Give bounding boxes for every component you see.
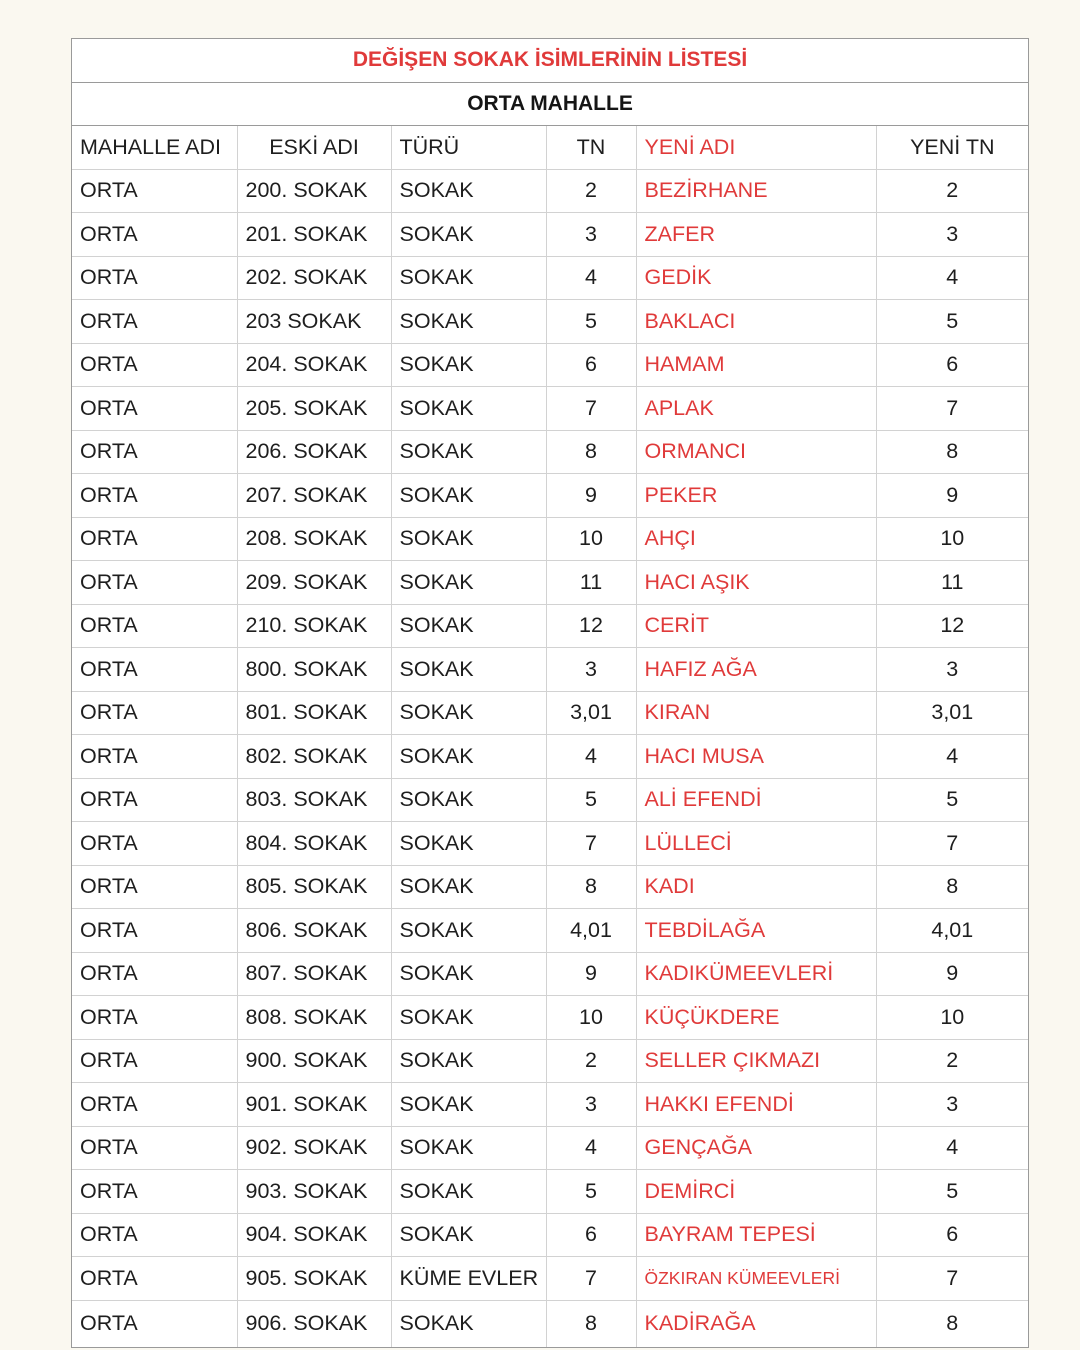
cell-mahalle: ORTA — [72, 561, 237, 605]
cell-turu: SOKAK — [391, 213, 546, 257]
cell-mahalle: ORTA — [72, 474, 237, 518]
cell-yeni-adi: AHÇI — [636, 517, 876, 561]
cell-eski-adi: 806. SOKAK — [237, 909, 391, 953]
cell-yeni-tn: 10 — [876, 996, 1028, 1040]
table-row — [72, 865, 1028, 909]
table-row — [72, 300, 1028, 344]
cell-eski-adi: 802. SOKAK — [237, 735, 391, 779]
cell-tn: 7 — [546, 387, 636, 431]
cell-turu: SOKAK — [391, 1300, 546, 1347]
cell-turu: SOKAK — [391, 604, 546, 648]
cell-yeni-adi: KADİRAĞA — [636, 1300, 876, 1347]
table-row — [72, 1300, 1028, 1347]
cell-mahalle: ORTA — [72, 691, 237, 735]
cell-yeni-tn: 5 — [876, 1170, 1028, 1214]
page-title: DEĞİŞEN SOKAK İSİMLERİNİN LİSTESİ — [72, 39, 1028, 82]
cell-tn: 4,01 — [546, 909, 636, 953]
cell-eski-adi: 208. SOKAK — [237, 517, 391, 561]
cell-yeni-adi: KADI — [636, 865, 876, 909]
cell-eski-adi: 209. SOKAK — [237, 561, 391, 605]
cell-tn: 7 — [546, 822, 636, 866]
cell-yeni-tn: 4 — [876, 256, 1028, 300]
cell-turu: SOKAK — [391, 648, 546, 692]
cell-eski-adi: 210. SOKAK — [237, 604, 391, 648]
cell-turu: SOKAK — [391, 735, 546, 779]
cell-eski-adi: 207. SOKAK — [237, 474, 391, 518]
cell-yeni-tn: 3,01 — [876, 691, 1028, 735]
cell-eski-adi: 904. SOKAK — [237, 1213, 391, 1257]
table-row — [72, 996, 1028, 1040]
table-row — [72, 604, 1028, 648]
cell-eski-adi: 903. SOKAK — [237, 1170, 391, 1214]
cell-turu: SOKAK — [391, 1083, 546, 1127]
cell-mahalle: ORTA — [72, 256, 237, 300]
cell-yeni-tn: 8 — [876, 865, 1028, 909]
cell-yeni-tn: 2 — [876, 1039, 1028, 1083]
cell-mahalle: ORTA — [72, 778, 237, 822]
cell-yeni-tn: 4,01 — [876, 909, 1028, 953]
cell-turu: SOKAK — [391, 430, 546, 474]
cell-turu: SOKAK — [391, 1213, 546, 1257]
column-header-tn: TN — [546, 126, 636, 170]
column-header-eski-adi: ESKİ ADI — [237, 126, 391, 170]
cell-turu: KÜME EVLER — [391, 1257, 546, 1301]
cell-turu: SOKAK — [391, 169, 546, 213]
cell-turu: SOKAK — [391, 865, 546, 909]
cell-yeni-adi: KADIKÜMEEVLERİ — [636, 952, 876, 996]
street-rename-sheet — [71, 38, 1029, 1348]
cell-turu: SOKAK — [391, 300, 546, 344]
cell-yeni-tn: 8 — [876, 430, 1028, 474]
table-row — [72, 474, 1028, 518]
cell-mahalle: ORTA — [72, 1039, 237, 1083]
neighborhood-title: ORTA MAHALLE — [72, 82, 1028, 126]
cell-eski-adi: 902. SOKAK — [237, 1126, 391, 1170]
cell-eski-adi: 204. SOKAK — [237, 343, 391, 387]
cell-tn: 4 — [546, 1126, 636, 1170]
table-row — [72, 778, 1028, 822]
cell-turu: SOKAK — [391, 691, 546, 735]
cell-tn: 3,01 — [546, 691, 636, 735]
table-row — [72, 691, 1028, 735]
cell-yeni-adi: ALİ EFENDİ — [636, 778, 876, 822]
cell-tn: 3 — [546, 648, 636, 692]
cell-yeni-tn: 7 — [876, 1257, 1028, 1301]
cell-mahalle: ORTA — [72, 300, 237, 344]
column-header-mahalle: MAHALLE ADI — [72, 126, 237, 170]
cell-eski-adi: 206. SOKAK — [237, 430, 391, 474]
cell-yeni-adi: HAMAM — [636, 343, 876, 387]
subtitle-row — [72, 82, 1028, 126]
cell-eski-adi: 808. SOKAK — [237, 996, 391, 1040]
cell-yeni-adi: HAFIZ AĞA — [636, 648, 876, 692]
cell-tn: 5 — [546, 300, 636, 344]
table-row — [72, 822, 1028, 866]
table-row — [72, 1083, 1028, 1127]
cell-mahalle: ORTA — [72, 952, 237, 996]
table-row — [72, 343, 1028, 387]
cell-turu: SOKAK — [391, 822, 546, 866]
cell-eski-adi: 201. SOKAK — [237, 213, 391, 257]
cell-tn: 4 — [546, 256, 636, 300]
cell-yeni-tn: 5 — [876, 778, 1028, 822]
cell-tn: 5 — [546, 778, 636, 822]
cell-yeni-tn: 9 — [876, 952, 1028, 996]
cell-turu: SOKAK — [391, 387, 546, 431]
cell-turu: SOKAK — [391, 1170, 546, 1214]
table-row — [72, 1039, 1028, 1083]
cell-turu: SOKAK — [391, 561, 546, 605]
cell-eski-adi: 900. SOKAK — [237, 1039, 391, 1083]
cell-tn: 2 — [546, 169, 636, 213]
cell-tn: 3 — [546, 213, 636, 257]
cell-yeni-adi: CERİT — [636, 604, 876, 648]
cell-eski-adi: 205. SOKAK — [237, 387, 391, 431]
cell-tn: 8 — [546, 865, 636, 909]
cell-eski-adi: 805. SOKAK — [237, 865, 391, 909]
cell-eski-adi: 200. SOKAK — [237, 169, 391, 213]
cell-yeni-adi: SELLER ÇIKMAZI — [636, 1039, 876, 1083]
title-row — [72, 39, 1028, 82]
cell-eski-adi: 905. SOKAK — [237, 1257, 391, 1301]
cell-tn: 10 — [546, 517, 636, 561]
cell-yeni-tn: 12 — [876, 604, 1028, 648]
cell-yeni-tn: 9 — [876, 474, 1028, 518]
cell-yeni-tn: 4 — [876, 1126, 1028, 1170]
cell-tn: 11 — [546, 561, 636, 605]
column-header-turu: TÜRÜ — [391, 126, 546, 170]
table-body — [72, 39, 1028, 1347]
cell-mahalle: ORTA — [72, 1083, 237, 1127]
table-row — [72, 952, 1028, 996]
cell-yeni-tn: 11 — [876, 561, 1028, 605]
cell-turu: SOKAK — [391, 1039, 546, 1083]
cell-yeni-adi: PEKER — [636, 474, 876, 518]
cell-eski-adi: 906. SOKAK — [237, 1300, 391, 1347]
cell-mahalle: ORTA — [72, 1126, 237, 1170]
table-row — [72, 1257, 1028, 1301]
table-row — [72, 561, 1028, 605]
cell-yeni-tn: 7 — [876, 387, 1028, 431]
cell-turu: SOKAK — [391, 343, 546, 387]
column-header-yeni-tn: YENİ TN — [876, 126, 1028, 170]
cell-turu: SOKAK — [391, 517, 546, 561]
cell-mahalle: ORTA — [72, 387, 237, 431]
table-row — [72, 517, 1028, 561]
cell-mahalle: ORTA — [72, 343, 237, 387]
cell-mahalle: ORTA — [72, 865, 237, 909]
street-rename-table — [72, 39, 1028, 1347]
cell-yeni-tn: 3 — [876, 213, 1028, 257]
cell-tn: 8 — [546, 1300, 636, 1347]
cell-yeni-adi: BAYRAM TEPESİ — [636, 1213, 876, 1257]
cell-tn: 6 — [546, 1213, 636, 1257]
cell-tn: 10 — [546, 996, 636, 1040]
cell-yeni-tn: 6 — [876, 1213, 1028, 1257]
cell-yeni-tn: 3 — [876, 648, 1028, 692]
table-row — [72, 1213, 1028, 1257]
table-row — [72, 909, 1028, 953]
table-row — [72, 387, 1028, 431]
cell-turu: SOKAK — [391, 909, 546, 953]
cell-yeni-tn: 7 — [876, 822, 1028, 866]
cell-yeni-adi: KIRAN — [636, 691, 876, 735]
cell-turu: SOKAK — [391, 996, 546, 1040]
cell-eski-adi: 801. SOKAK — [237, 691, 391, 735]
cell-yeni-adi: GENÇAĞA — [636, 1126, 876, 1170]
header-row — [72, 126, 1028, 170]
cell-turu: SOKAK — [391, 1126, 546, 1170]
cell-tn: 5 — [546, 1170, 636, 1214]
cell-yeni-adi: DEMİRCİ — [636, 1170, 876, 1214]
cell-eski-adi: 800. SOKAK — [237, 648, 391, 692]
cell-yeni-tn: 5 — [876, 300, 1028, 344]
cell-mahalle: ORTA — [72, 996, 237, 1040]
table-row — [72, 256, 1028, 300]
cell-yeni-tn: 8 — [876, 1300, 1028, 1347]
table-row — [72, 1126, 1028, 1170]
table-row — [72, 430, 1028, 474]
cell-eski-adi: 203 SOKAK — [237, 300, 391, 344]
cell-tn: 9 — [546, 474, 636, 518]
column-header-yeni-adi: YENİ ADI — [636, 126, 876, 170]
cell-yeni-adi: BEZİRHANE — [636, 169, 876, 213]
cell-yeni-tn: 6 — [876, 343, 1028, 387]
cell-yeni-tn: 3 — [876, 1083, 1028, 1127]
cell-mahalle: ORTA — [72, 822, 237, 866]
table-row — [72, 213, 1028, 257]
cell-eski-adi: 202. SOKAK — [237, 256, 391, 300]
cell-tn: 9 — [546, 952, 636, 996]
cell-tn: 6 — [546, 343, 636, 387]
cell-mahalle: ORTA — [72, 169, 237, 213]
cell-eski-adi: 804. SOKAK — [237, 822, 391, 866]
cell-yeni-adi: APLAK — [636, 387, 876, 431]
cell-eski-adi: 807. SOKAK — [237, 952, 391, 996]
cell-tn: 3 — [546, 1083, 636, 1127]
cell-yeni-adi: ZAFER — [636, 213, 876, 257]
cell-yeni-adi: LÜLLECİ — [636, 822, 876, 866]
cell-yeni-adi: HAKKI EFENDİ — [636, 1083, 876, 1127]
cell-yeni-adi: ORMANCI — [636, 430, 876, 474]
table-row — [72, 648, 1028, 692]
table-row — [72, 169, 1028, 213]
table-row — [72, 1170, 1028, 1214]
table-row — [72, 735, 1028, 779]
cell-yeni-adi: HACI AŞIK — [636, 561, 876, 605]
cell-yeni-tn: 2 — [876, 169, 1028, 213]
cell-mahalle: ORTA — [72, 735, 237, 779]
cell-yeni-tn: 4 — [876, 735, 1028, 779]
cell-turu: SOKAK — [391, 952, 546, 996]
cell-turu: SOKAK — [391, 778, 546, 822]
cell-tn: 8 — [546, 430, 636, 474]
cell-tn: 2 — [546, 1039, 636, 1083]
cell-mahalle: ORTA — [72, 213, 237, 257]
cell-turu: SOKAK — [391, 474, 546, 518]
cell-yeni-adi: HACI MUSA — [636, 735, 876, 779]
cell-yeni-adi: GEDİK — [636, 256, 876, 300]
cell-mahalle: ORTA — [80, 1311, 138, 1335]
cell-mahalle: ORTA — [72, 604, 237, 648]
cell-mahalle: ORTA — [72, 517, 237, 561]
cell-mahalle: ORTA — [72, 909, 237, 953]
cell-tn: 4 — [546, 735, 636, 779]
cell-tn: 7 — [546, 1257, 636, 1301]
cell-mahalle: ORTA — [72, 1170, 237, 1214]
cell-eski-adi: 901. SOKAK — [237, 1083, 391, 1127]
cell-eski-adi: 803. SOKAK — [237, 778, 391, 822]
cell-mahalle: ORTA — [72, 1257, 237, 1301]
cell-yeni-adi: TEBDİLAĞA — [636, 909, 876, 953]
cell-mahalle: ORTA — [72, 430, 237, 474]
cell-mahalle: ORTA — [72, 648, 237, 692]
cell-tn: 12 — [546, 604, 636, 648]
cell-turu: SOKAK — [391, 256, 546, 300]
cell-mahalle: ORTA — [72, 1213, 237, 1257]
cell-yeni-adi: ÖZKIRAN KÜMEEVLERİ — [636, 1257, 876, 1301]
cell-yeni-tn: 10 — [876, 517, 1028, 561]
cell-yeni-adi: KÜÇÜKDERE — [636, 996, 876, 1040]
cell-yeni-adi: BAKLACI — [636, 300, 876, 344]
